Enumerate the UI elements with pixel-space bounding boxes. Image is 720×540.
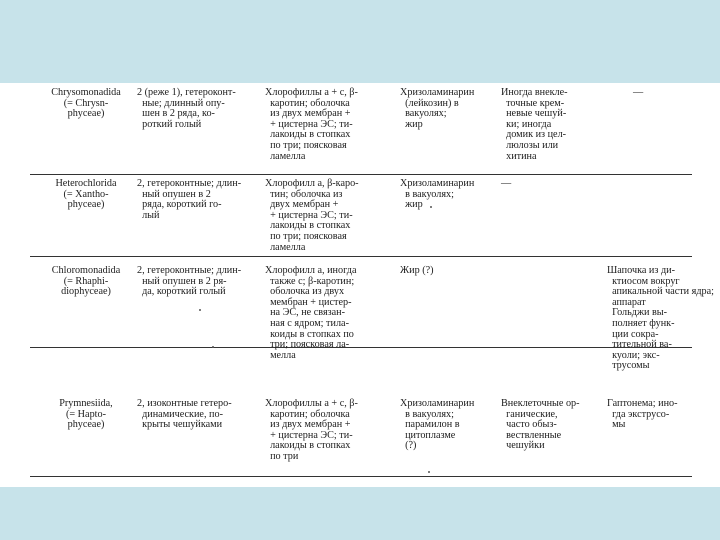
scan-speck bbox=[430, 206, 432, 208]
flagella-cell: 2, изоконтные гетеро- динамические, по- крыты чешуйками bbox=[137, 398, 232, 431]
row-divider bbox=[30, 256, 692, 257]
reserve-cell: Хризоламинарин в вакуолях; парамилон в цитоплазме (?) bbox=[400, 398, 475, 452]
taxon-name: Heterochlorida (= Xantho- phyceae) bbox=[55, 178, 117, 211]
taxon-name: Chrysomonadida (= Chrysn- phyceae) bbox=[51, 87, 121, 120]
pigments-cell: Хлорофиллы a + c, β- каротин; оболочка из двух мембран + + цистерна ЭС; ти- лакоиды в стопках по три bbox=[265, 398, 358, 462]
scanned-table-page bbox=[0, 83, 720, 487]
slide-background-bottom bbox=[0, 487, 720, 540]
note-cell: Гаптонема; ино- гда экструсо- мы bbox=[607, 398, 678, 431]
pigments-cell: Хлорофилл a, β-каро- тин; оболочка из двух мембран + + цистерна ЭС; ти- лакоиды в стопках по три; поясковая ламелла bbox=[265, 178, 359, 253]
table-top-rule bbox=[30, 174, 692, 175]
pigments-cell: Хлорофилл a, иногда также c; β-каротин; оболочка из двух мембран + цистер- на ЭС, не связан- ная с ядром; тила- коиды в стопках по три; поясковая ла- мелла bbox=[265, 265, 357, 361]
covering-cell: Иногда внекле- точные крем- невые чешуй- ки; иногда домик из цел- люлозы или хитина bbox=[501, 87, 568, 162]
flagella-cell: 2 (реже 1), гетероконт- ные; длинный опу- шен в 2 ряда, ко- роткий голый bbox=[137, 87, 236, 130]
slide-background-top bbox=[0, 0, 720, 83]
note-cell: Шапочка из ди- ктиосом вокруг апикальной части ядра; аппарат Гольджи вы- полняет функ- ции сокра- тительной ва- куоли; экс- трусомы bbox=[607, 265, 714, 372]
flagella-cell: 2, гетероконтные; длин- ный опушен в 2 ряда, короткий го- лый bbox=[137, 178, 242, 221]
note-cell: — bbox=[633, 87, 644, 98]
taxon-name: Prymnesiida, (= Hapto- phyceae) bbox=[59, 398, 113, 431]
taxon-name: Chloromonadida (= Rhaphi- diophyceae) bbox=[51, 265, 121, 298]
covering-cell: — bbox=[501, 178, 512, 189]
scan-speck bbox=[428, 471, 430, 473]
reserve-cell: Хризоламинарин (лейкозин) в вакуолях; жир bbox=[400, 87, 475, 130]
reserve-cell: Хризоламинарин в вакуолях; жир bbox=[400, 178, 475, 211]
pigments-cell: Хлорофиллы a + c, β- каротин; оболочка из двух мембран + + цистерна ЭС; ти- лакоиды в стопках по три; поясковая ламелла bbox=[265, 87, 358, 162]
reserve-cell: Жир (?) bbox=[400, 265, 434, 276]
flagella-cell: 2, гетероконтные; длин- ный опушен в 2 ря- да, короткий голый bbox=[137, 265, 242, 298]
scan-speck bbox=[199, 309, 201, 311]
covering-cell: Внеклеточные ор- ганические, часто обыз- вествленные чешуйки bbox=[501, 398, 580, 452]
row-divider bbox=[30, 476, 692, 477]
scan-speck bbox=[212, 346, 214, 348]
